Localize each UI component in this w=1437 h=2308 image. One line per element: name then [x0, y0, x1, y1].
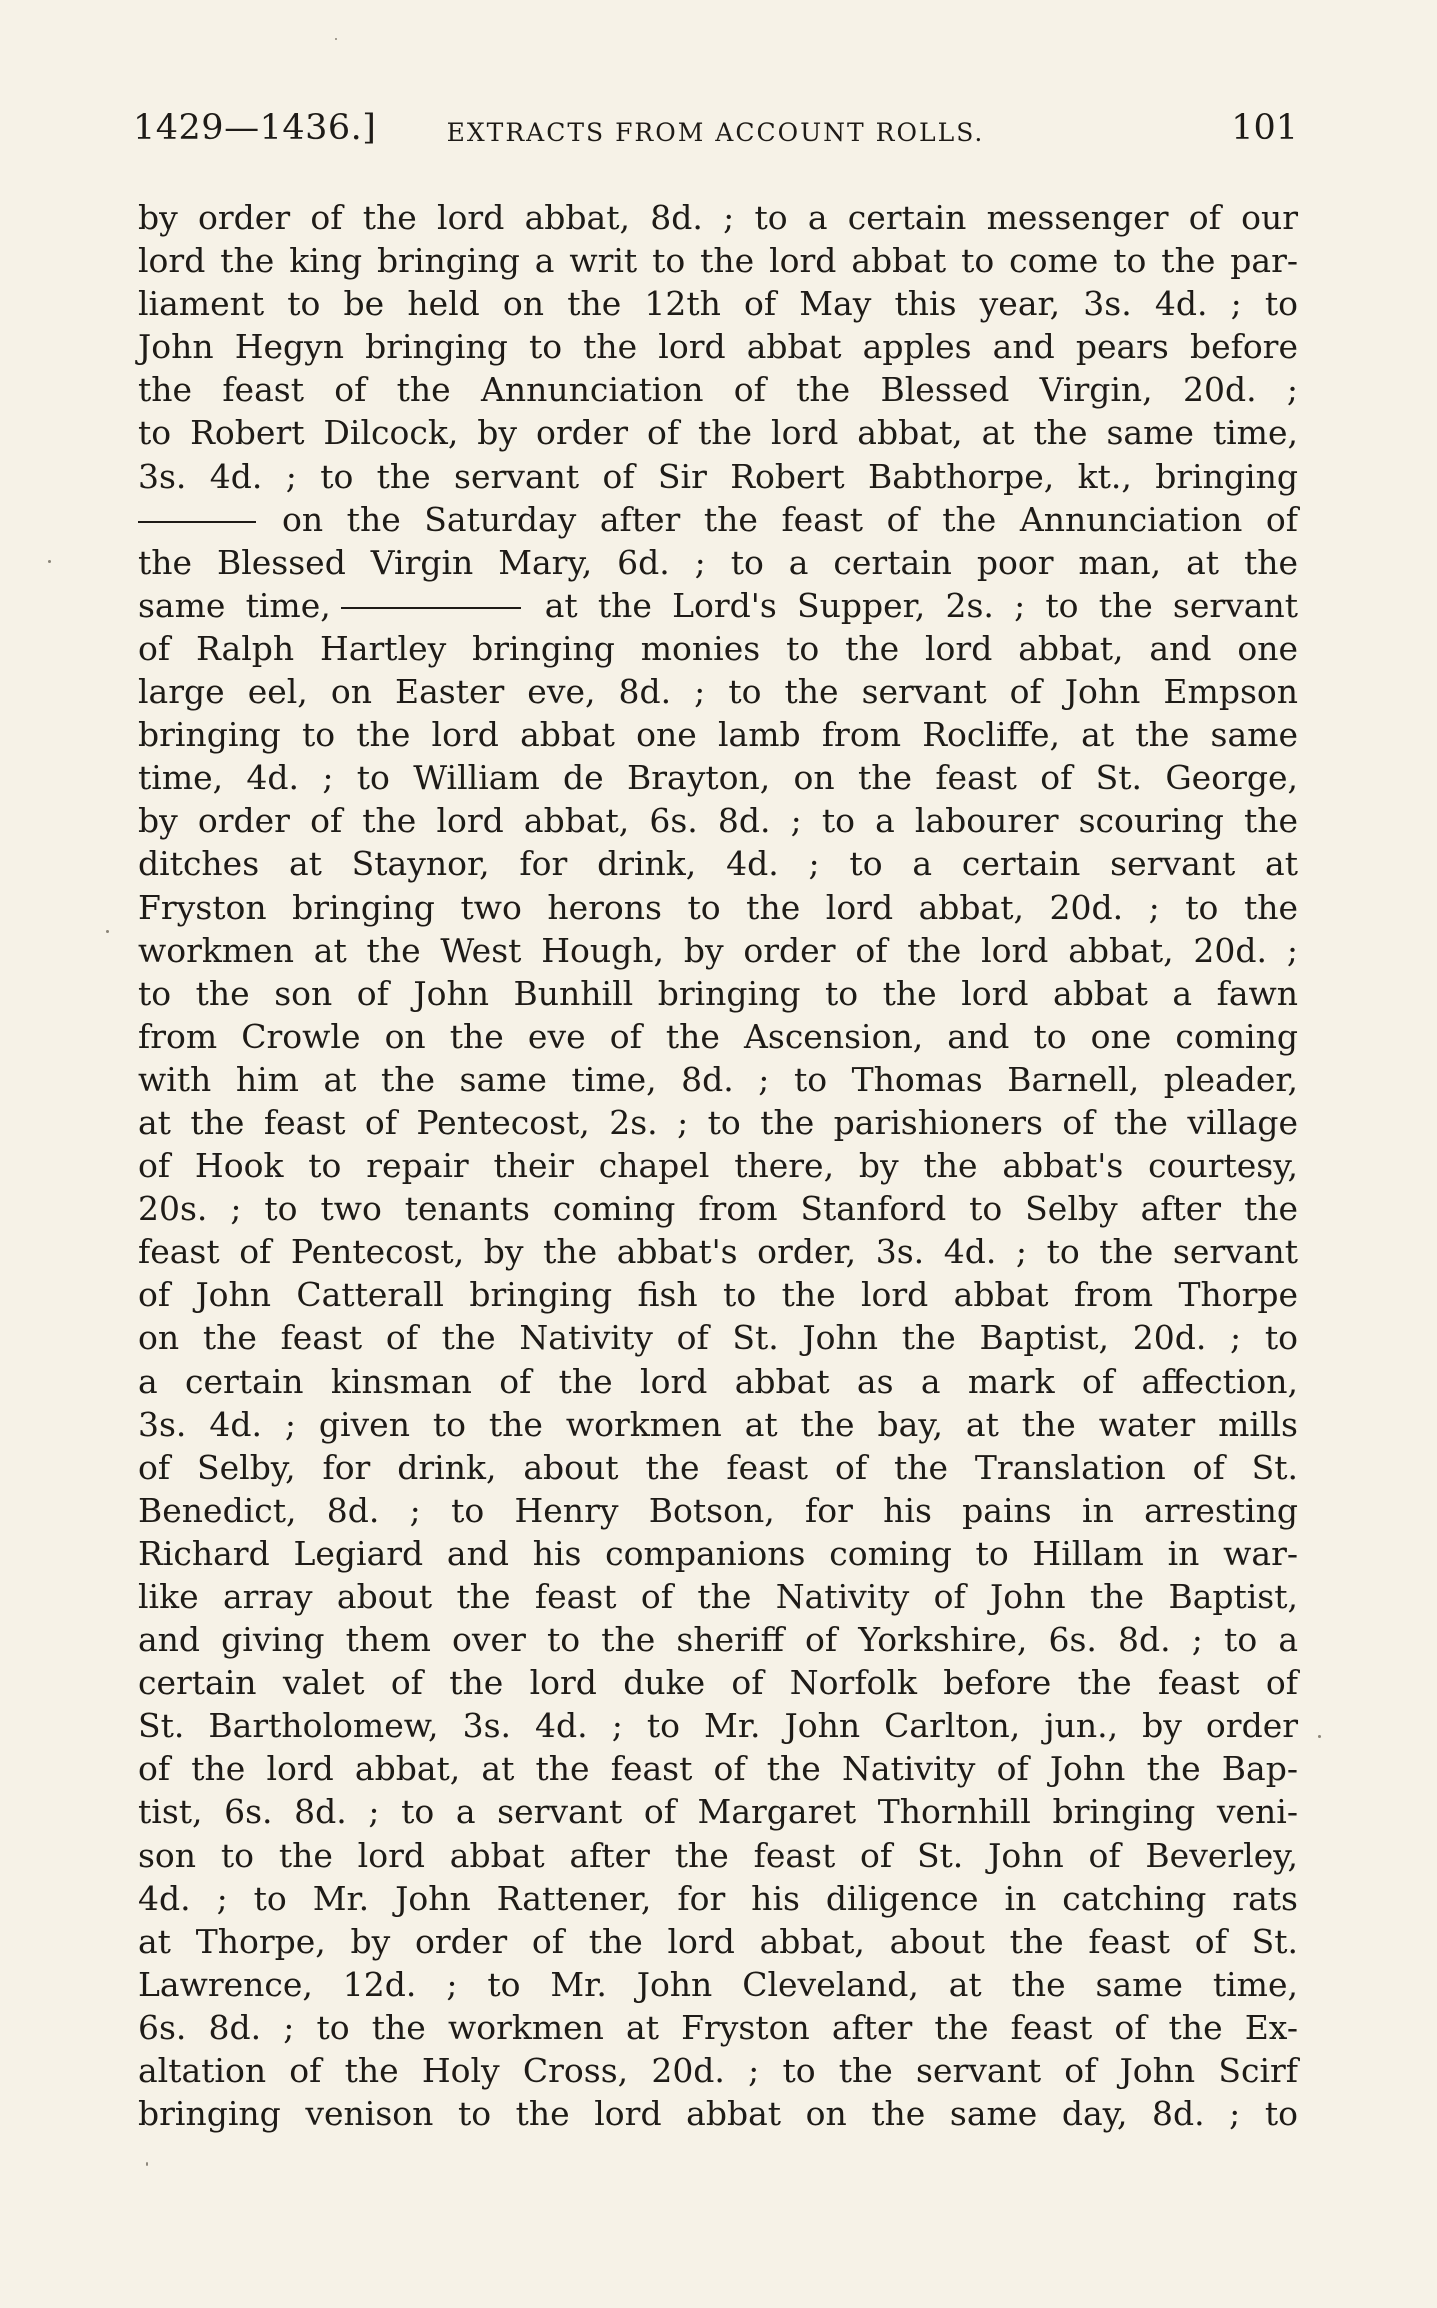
paper-speck [1318, 1735, 1321, 1738]
text-line: to Robert Dilcock, by order of the lord abbat, at the same time, [138, 413, 1298, 453]
text-line: 3s. 4d. ; to the servant of Sir Robert Babthorpe, kt., bringing [138, 456, 1298, 496]
text-line: tist, 6s. 8d. ; to a servant of Margaret Thornhill bringing veni- [138, 1792, 1298, 1832]
text-fragment: same time, [138, 585, 331, 625]
text-line: certain valet of the lord duke of Norfolk before the feast of [138, 1663, 1298, 1703]
text-line: lord the king bringing a writ to the lord abbat to come to the par- [138, 241, 1298, 281]
text-fragment: at the Lord's Supper, 2s. ; to the servant [544, 585, 1298, 625]
text-line: of Hook to repair their chapel there, by the abbat's courtesy, [138, 1146, 1298, 1186]
text-line: bringing to the lord abbat one lamb from Rocliffe, at the same [138, 715, 1298, 755]
text-line: feast of Pentecost, by the abbat's order, 3s. 4d. ; to the servant [138, 1232, 1298, 1272]
text-line: a certain kinsman of the lord abbat as a mark of affection, [138, 1361, 1298, 1401]
text-line: with him at the same time, 8d. ; to Thomas Barnell, pleader, [138, 1059, 1298, 1099]
text-line: of Ralph Hartley bringing monies to the lord abbat, and one [138, 628, 1298, 668]
text-line: large eel, on Easter eve, 8d. ; to the servant of John Empson [138, 672, 1298, 712]
text-line: time, 4d. ; to William de Brayton, on the feast of St. George, [138, 758, 1298, 798]
text-line: Lawrence, 12d. ; to Mr. John Cleveland, at the same time, [138, 1964, 1298, 2004]
omission-dash [138, 521, 256, 523]
text-line: at Thorpe, by order of the lord abbat, about the feast of St. [138, 1921, 1298, 1961]
text-line: John Hegyn bringing to the lord abbat apples and pears before [138, 327, 1298, 367]
paper-speck [146, 2162, 148, 2166]
text-line: Fryston bringing two herons to the lord abbat, 20d. ; to the [138, 887, 1298, 927]
text-line: Richard Legiard and his companions coming to Hillam in war- [138, 1533, 1298, 1573]
text-line: 6s. 8d. ; to the workmen at Fryston after the feast of the Ex- [138, 2007, 1298, 2047]
text-line: Benedict, 8d. ; to Henry Botson, for his pains in arresting [138, 1490, 1298, 1530]
text-line: of the lord abbat, at the feast of the Nativity of John the Bap- [138, 1749, 1298, 1789]
text-line: the Blessed Virgin Mary, 6d. ; to a certain poor man, at the [138, 542, 1298, 582]
text-line: on the feast of the Nativity of St. John the Baptist, 20d. ; to [138, 1318, 1298, 1358]
page-header [133, 108, 1298, 156]
date-range: 1429—1436.] [133, 108, 377, 148]
text-line: at the feast of Pentecost, 2s. ; to the parishioners of the village [138, 1102, 1298, 1142]
text-line: St. Bartholomew, 3s. 4d. ; to Mr. John Carlton, jun., by order [138, 1706, 1298, 1746]
text-line: of Selby, for drink, about the feast of the Translation of St. [138, 1447, 1298, 1487]
text-line: 4d. ; to Mr. John Rattener, for his diligence in catching rats [138, 1878, 1298, 1918]
text-line: and giving them over to the sheriff of Yorkshire, 6s. 8d. ; to a [138, 1620, 1298, 1660]
text-line: of John Catterall bringing fish to the lord abbat from Thorpe [138, 1275, 1298, 1315]
text-line: the feast of the Annunciation of the Blessed Virgin, 20d. ; [138, 370, 1298, 410]
paper-speck [48, 560, 51, 563]
omission-dash [341, 607, 521, 609]
paper-speck [106, 930, 109, 933]
text-line: son to the lord abbat after the feast of St. John of Beverley, [138, 1835, 1298, 1875]
text-line: ditches at Staynor, for drink, 4d. ; to a certain servant at [138, 844, 1298, 884]
text-line: to the son of John Bunhill bringing to the lord abbat a fawn [138, 973, 1298, 1013]
text-line: 20s. ; to two tenants coming from Stanford to Selby after the [138, 1189, 1298, 1229]
body-text [138, 196, 1298, 2135]
text-line: from Crowle on the eve of the Ascension, and to one coming [138, 1016, 1298, 1056]
text-line: liament to be held on the 12th of May this year, 3s. 4d. ; to [138, 284, 1298, 324]
text-line-with-blank [138, 498, 1298, 541]
text-line: 3s. 4d. ; given to the workmen at the bay, at the water mills [138, 1404, 1298, 1444]
text-line: workmen at the West Hough, by order of the lord abbat, 20d. ; [138, 930, 1298, 970]
text-line: like array about the feast of the Nativity of John the Baptist, [138, 1577, 1298, 1616]
text-line-with-blank [138, 584, 1298, 627]
text-line: bringing venison to the lord abbat on the same day, 8d. ; to [138, 2094, 1298, 2134]
paper-speck [335, 38, 337, 40]
text-line: altation of the Holy Cross, 20d. ; to the servant of John Scirf [138, 2051, 1298, 2091]
running-title: EXTRACTS FROM ACCOUNT ROLLS. [446, 118, 985, 147]
text-line: by order of the lord abbat, 6s. 8d. ; to a labourer scouring the [138, 801, 1298, 841]
page-number: 101 [1231, 108, 1298, 148]
text-fragment: on the Saturday after the feast of the Annunciation of [282, 499, 1298, 539]
text-line: by order of the lord abbat, 8d. ; to a certain messenger of our [138, 198, 1298, 237]
